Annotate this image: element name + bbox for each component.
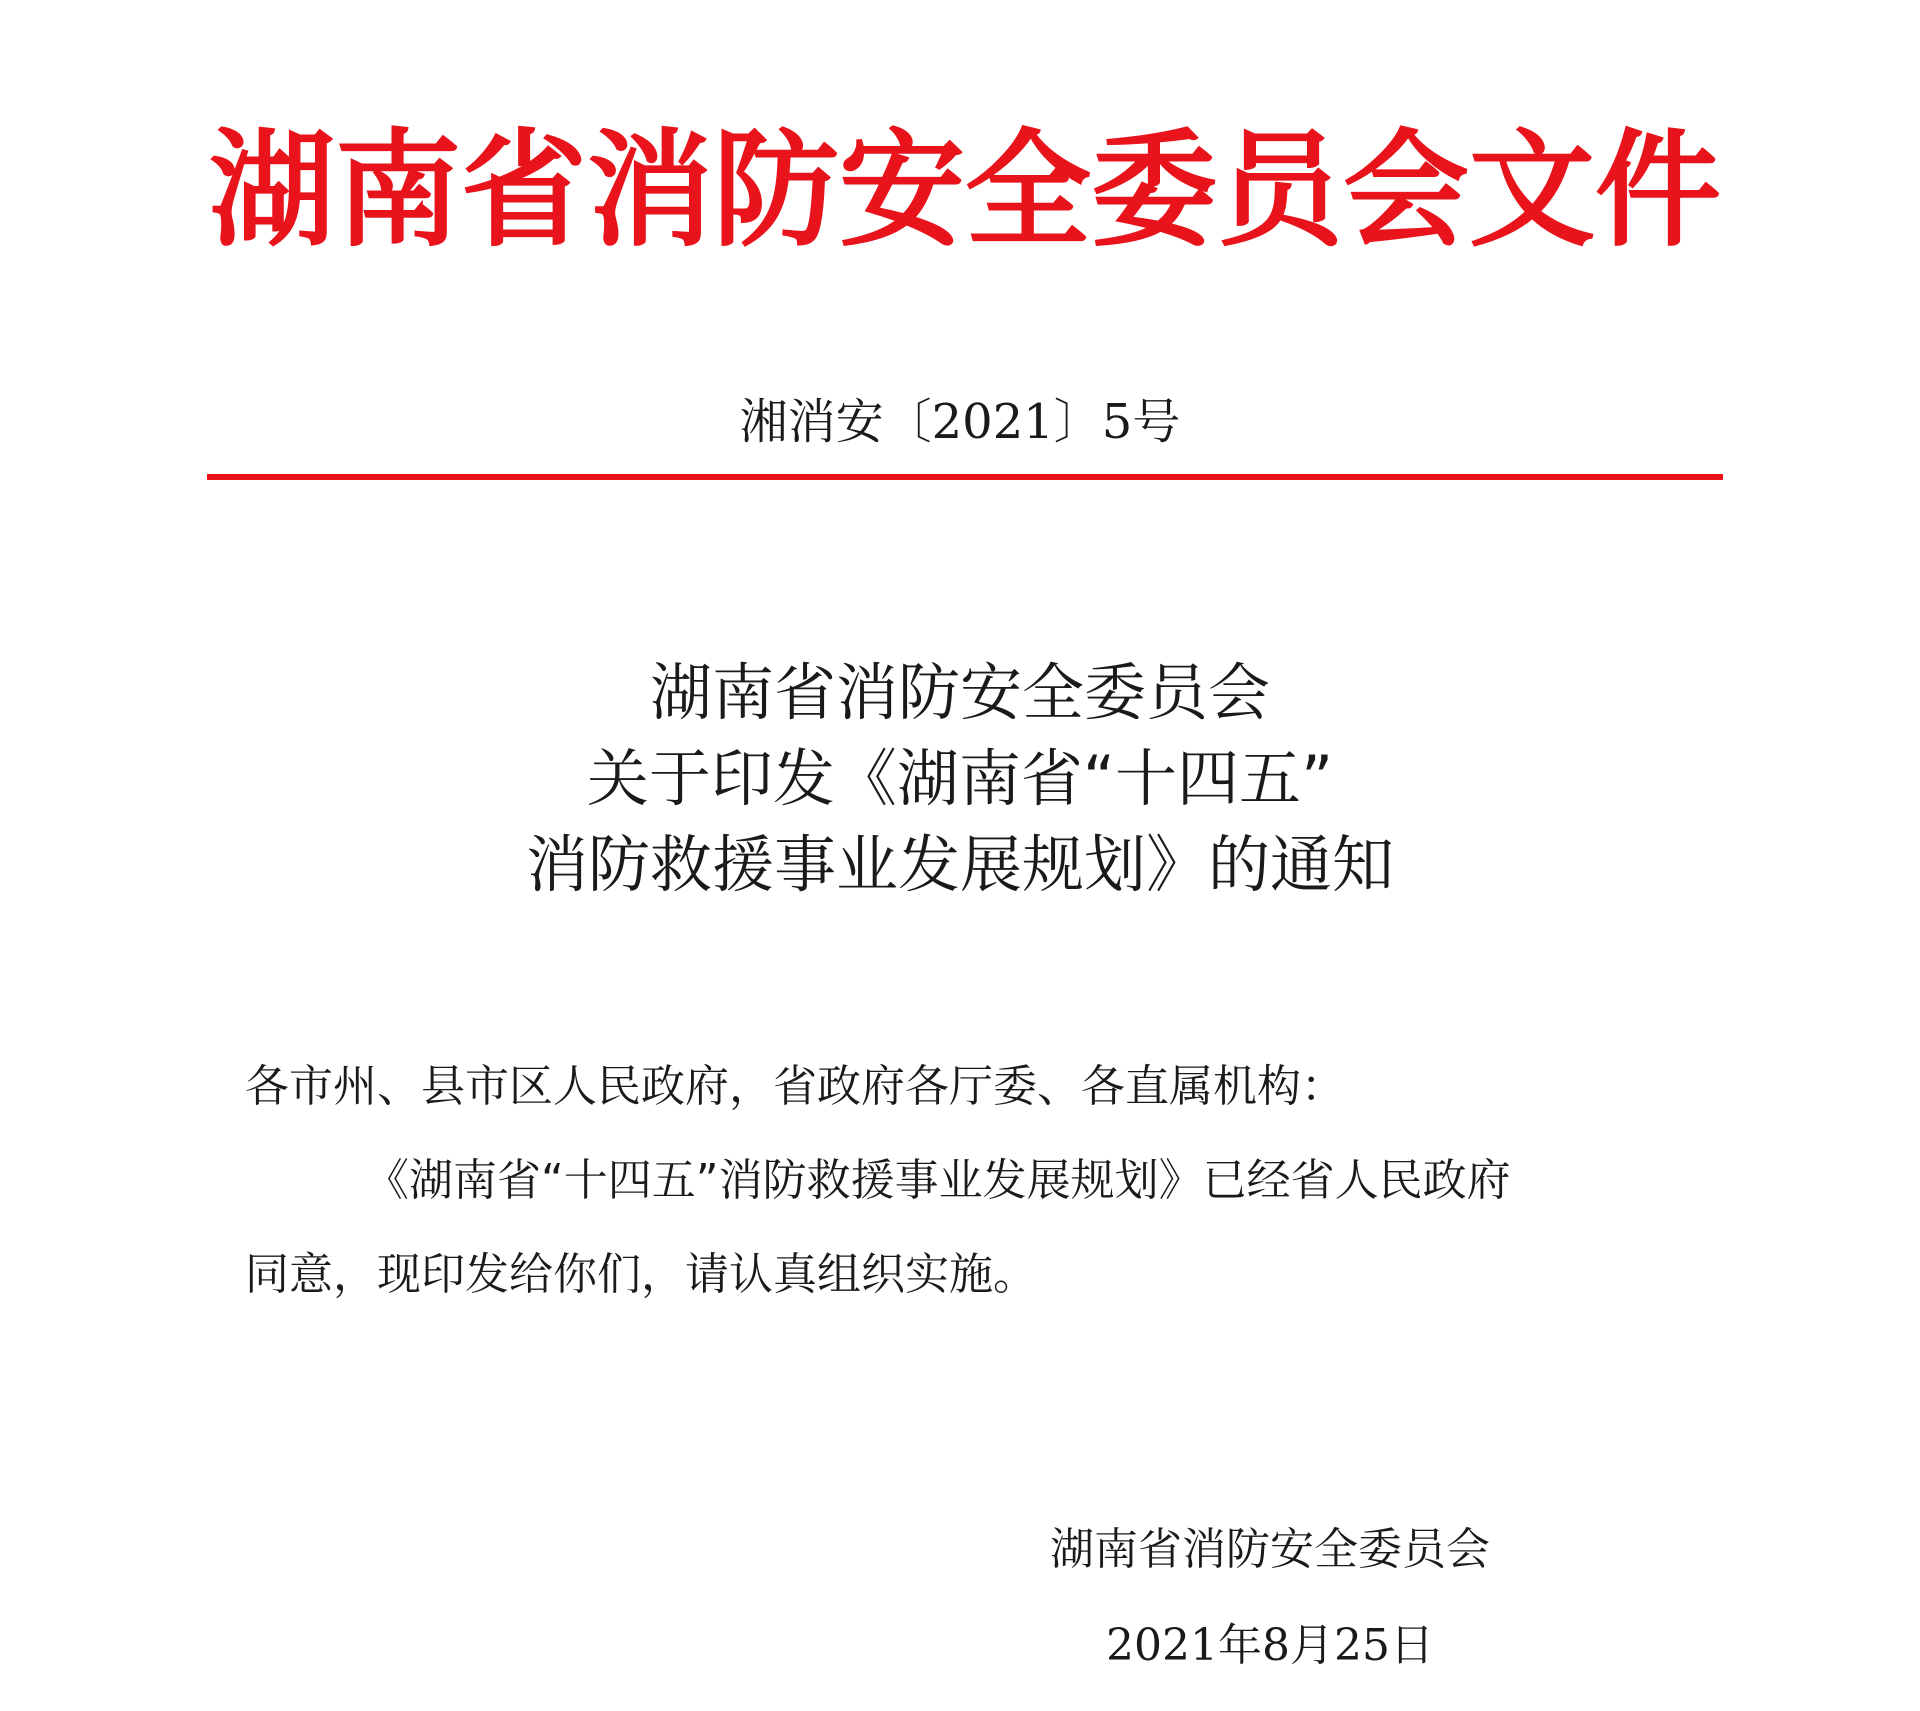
- document-title: [0, 650, 1920, 908]
- issue-date: 2021年8月25日: [1106, 1620, 1434, 1671]
- addressee-line: 各市州、县市区人民政府，省政府各厅委、各直属机构：: [245, 1061, 1345, 1112]
- document-number: 湘消安〔2021〕5号: [739, 394, 1181, 450]
- issuer-name: 湖南省消防安全委员会: [1050, 1524, 1490, 1575]
- signature-block: [990, 1510, 1550, 1686]
- document-masthead: 湖南省消防安全委员会文件: [209, 116, 1721, 264]
- title-line-3: 消防救援事业发展规划》的通知: [525, 828, 1394, 901]
- body-paragraph-line-2: 同意，现印发给你们，请认真组织实施。: [245, 1249, 1037, 1300]
- red-separator-line: [207, 474, 1723, 480]
- title-line-1: 湖南省消防安全委员会: [649, 656, 1270, 729]
- document-body: [245, 1040, 1705, 1322]
- body-paragraph-line-1: 《湖南省“十四五”消防救援事业发展规划》已经省人民政府: [365, 1155, 1511, 1206]
- title-line-2: 关于印发《湖南省“十四五”: [586, 742, 1334, 815]
